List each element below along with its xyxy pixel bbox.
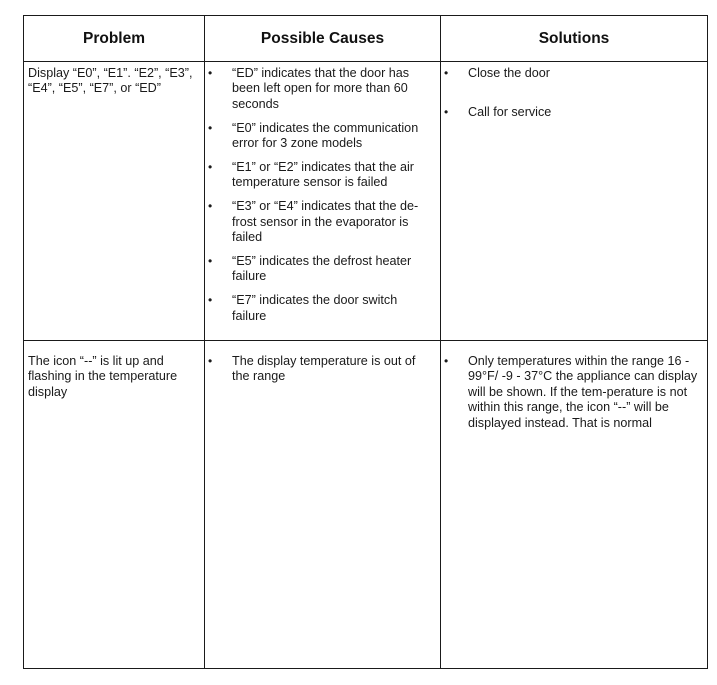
problem-text: The icon “--” is lit up and flashing in the temperature display (28, 354, 178, 399)
cause-text: The display temperature is out of the range (232, 354, 416, 384)
bullet-icon: • (208, 354, 213, 368)
list-item (205, 354, 434, 385)
bullet-icon: • (208, 120, 213, 135)
solutions-list (441, 62, 707, 121)
solutions-cell (441, 62, 708, 341)
cause-text: “E0” indicates the communication error for 3 zone models (232, 120, 419, 151)
cause-text: “E3” or “E4” indicates that the de-frost sensor in the evaporator is failed (232, 199, 419, 245)
causes-cell (205, 62, 441, 341)
bullet-icon: • (444, 354, 449, 368)
list-item (205, 293, 434, 324)
cause-text: “E1” or “E2” indicates that the air temperature sensor is failed (232, 160, 414, 190)
list-item (205, 160, 434, 191)
table-row (24, 62, 708, 341)
causes-list (205, 62, 440, 324)
header-solutions: Solutions (441, 16, 708, 62)
list-item (441, 105, 701, 120)
list-item (441, 354, 701, 431)
table-row (24, 341, 708, 669)
bullet-icon: • (444, 105, 449, 120)
list-item (441, 66, 701, 81)
problem-text: Display “E0”, “E1”. “E2”, “E3”, “E4”, “E5”, “E7”, or “ED” (28, 66, 193, 96)
causes-list (205, 341, 440, 385)
header-possible-causes: Possible Causes (205, 16, 441, 62)
solution-text: Call for service (468, 105, 552, 120)
bullet-icon: • (208, 254, 213, 269)
bullet-icon: • (208, 199, 213, 214)
problem-cell (24, 62, 205, 341)
list-item (205, 66, 434, 112)
solution-text: Close the door (468, 66, 550, 80)
list-item (205, 254, 434, 285)
bullet-icon: • (444, 66, 449, 80)
cause-text: “E5” indicates the defrost heater failure (232, 254, 412, 284)
solution-text: Only temperatures within the range 16 - 99°F/ -9 - 37°C the appliance can display will be shown. If the tem-perature is not within this range, the icon “--” will be displayed instead. That is normal (468, 354, 698, 430)
list-item (205, 199, 434, 245)
solutions-cell (441, 341, 708, 669)
list-item (205, 121, 434, 152)
troubleshooting-table (23, 15, 708, 669)
bullet-icon: • (208, 66, 213, 80)
header-row (24, 16, 708, 62)
causes-cell (205, 341, 441, 669)
problem-cell (24, 341, 205, 669)
bullet-icon: • (208, 293, 213, 308)
bullet-icon: • (208, 160, 213, 175)
solutions-list (441, 341, 707, 431)
cause-text: “ED” indicates that the door has been left open for more than 60 seconds (232, 66, 410, 111)
header-problem: Problem (24, 16, 205, 62)
cause-text: “E7” indicates the door switch failure (232, 293, 398, 323)
